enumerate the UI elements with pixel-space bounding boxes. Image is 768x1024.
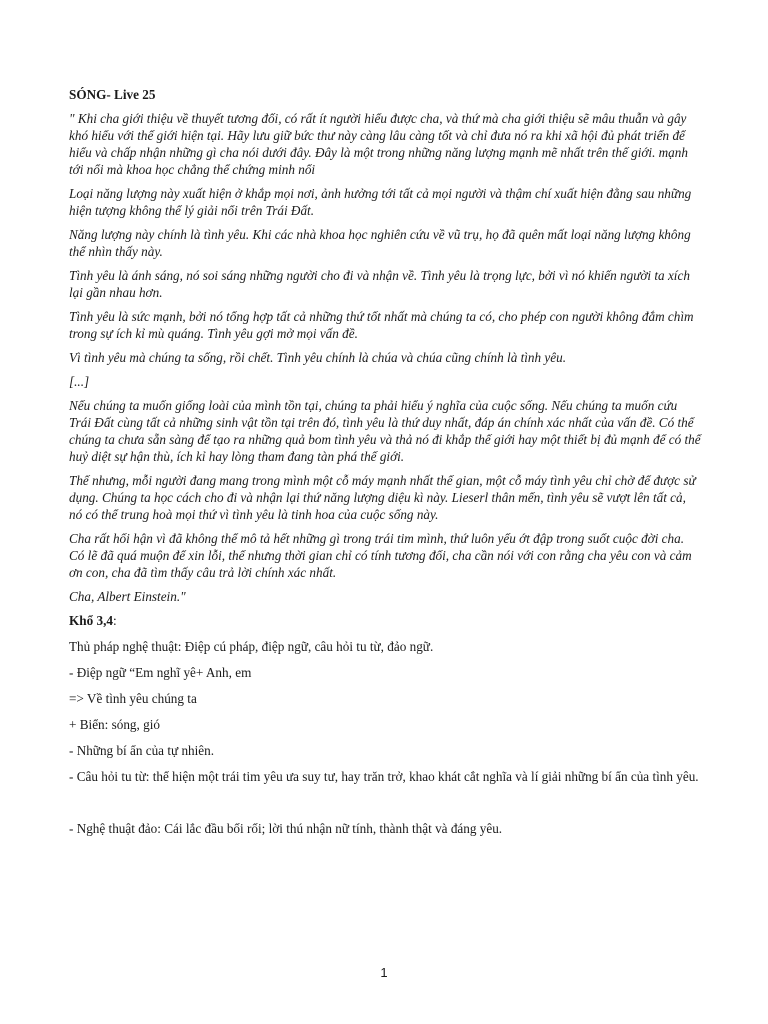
letter-paragraph-6: Vì tình yêu mà chúng ta sống, rồi chết. Tình yêu chính là chúa và chúa cũng chính là tình yêu. (69, 350, 566, 365)
note-sea: + Biển: sóng, gió (69, 717, 160, 732)
letter-paragraph-8: Thế nhưng, mỗi người đang mang trong mình một cỗ máy mạnh nhất thế gian, một cỗ máy tình yêu chỉ chờ để được sử dụng. Chúng ta học cách cho đi và nhận lại thứ năng lượng diệu kì này. Lieserl thân mến, tình yêu sẽ vượt lên tất cả, nó có thể trung hoà mọi thứ vì tình yêu là tinh hoa của cuộc sống này. (69, 473, 696, 522)
note-rhetorical-question: - Câu hỏi tu từ: thể hiện một trái tim yêu ưa suy tư, hay trăn trở, khao khát cắt nghĩa và lí giải những bí ẩn của tình yêu. (69, 769, 699, 784)
letter-paragraph-3: Năng lượng này chính là tình yêu. Khi các nhà khoa học nghiên cứu về vũ trụ, họ đã quên mất loại năng lượng không thể nhìn thấy này. (69, 227, 691, 259)
letter-paragraph-5: Tình yêu là sức mạnh, bởi nó tổng hợp tất cả những thứ tốt nhất mà chúng ta có, cho phép con người không đắm chìm trong sự ích kỉ mù quáng. Tình yêu gợi mở mọi vấn đề. (69, 309, 694, 341)
section-heading-colon: : (112, 613, 117, 628)
note-mysteries: - Những bí ẩn của tự nhiên. (69, 743, 215, 758)
document-title: SÓNG- Live 25 (69, 87, 156, 102)
letter-paragraph-4: Tình yêu là ánh sáng, nó soi sáng những người cho đi và nhận về. Tình yêu là trọng lực, bởi vì nó khiến người ta xích lại gần nhau hơn. (69, 268, 690, 300)
section-heading-text: Khổ 3,4 (69, 613, 113, 628)
letter-paragraph-2: Loại năng lượng này xuất hiện ở khắp mọi nơi, ảnh hưởng tới tất cả mọi người và thậm chí xuất hiện đằng sau những hiện tượng không thể lý giải nổi trên Trái Đất. (69, 186, 692, 218)
letter-paragraph-9: Cha rất hối hận vì đã không thể mô tả hết những gì trong trái tim mình, thứ luôn yếu ớt đập trong suốt cuộc đời cha. Có lẽ đã quá muộn để xin lỗi, thế nhưng thời gian chỉ có tính tương đối, cha cần nói với con rằng cha yêu con và cảm ơn con, cha đã tìm thấy câu trả lời chính xác nhất. (69, 531, 692, 580)
letter-signature: Cha, Albert Einstein." (69, 589, 186, 604)
letter-ellipsis: [...] (69, 374, 90, 389)
note-technique: Thủ pháp nghệ thuật: Điệp cú pháp, điệp ngữ, câu hỏi tu từ, đảo ngữ. (69, 639, 434, 654)
blank-line (69, 794, 701, 820)
section-heading (69, 612, 701, 629)
letter-paragraph-1: " Khi cha giới thiệu về thuyết tương đối, có rất ít người hiểu được cha, và thứ mà cha giới thiệu sẽ mâu thuẫn và gây khó hiểu với thế giới hiện tại. Hãy lưu giữ bức thư này càng lâu càng tốt và chỉ đưa nó ra khi xã hội đủ phát triển để hiểu và chấp nhận những gì cha nói dưới đây. Đây là một trong những năng lượng mạnh mẽ nhất trên thế giới. mạnh tới nổi mà khoa học chẳng thể chứng minh nổi (69, 111, 688, 177)
page-content (69, 86, 701, 846)
page-number: 1 (380, 965, 388, 980)
note-repetition: - Điệp ngữ “Em nghĩ yê+ Anh, em (69, 665, 252, 680)
note-inversion: - Nghệ thuật đảo: Cái lắc đầu bối rối; lời thú nhận nữ tính, thành thật và đáng yêu. (69, 821, 503, 836)
letter-paragraph-7: Nếu chúng ta muốn giống loài của mình tồn tại, chúng ta phải hiểu ý nghĩa của cuộc sống. Nếu chúng ta muốn cứu Trái Đất cùng tất cả những sinh vật tồn tại trên đó, tình yêu là thứ duy nhất, đáp án chính xác nhất của vấn đề. Có thể chúng ta chưa sẵn sàng để tạo ra những quả bom tình yêu và thả nó đi khắp thế giới hay một thiết bị đủ mạnh để có thể huỷ diệt sự hận thù, ích kỉ hay lòng tham đang tàn phá thế giới. (69, 398, 701, 464)
note-love: => Về tình yêu chúng ta (69, 691, 197, 706)
